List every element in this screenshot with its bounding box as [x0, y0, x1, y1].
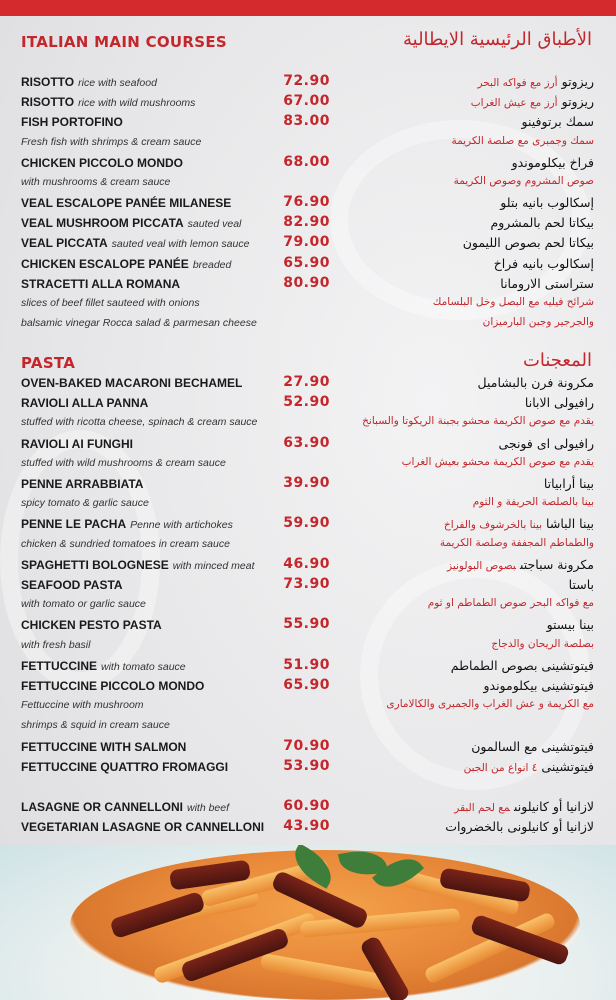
item-price: 59.90: [283, 515, 330, 532]
menu-item: [0, 557, 616, 577]
item-description-arabic: بصلصة الريحان والدجاج: [491, 637, 594, 650]
item-description-arabic: بينا بالصلصة الحريفة و الثوم: [472, 496, 594, 509]
item-name-arabic-wrap: [447, 557, 594, 572]
item-name-arabic: بيكاتا لحم بصوص الليمون: [462, 235, 594, 251]
item-name-arabic-wrap: [547, 617, 594, 632]
item-name-arabic-wrap: [471, 739, 594, 754]
item-subtitle: sauted veal with lemon sauce: [111, 238, 250, 251]
item-description: balsamic vinegar Rocca salad & parmesan cheese: [21, 317, 257, 330]
item-name: LASAGNE OR CANNELLONI: [21, 800, 183, 815]
item-name-arabic-wrap: [483, 678, 594, 693]
item-name: FISH PORTOFINO: [21, 115, 123, 130]
item-name-wrap: [21, 659, 186, 673]
item-price: 53.90: [283, 757, 330, 774]
item-name-arabic: ستراستى الارومانا: [500, 275, 594, 291]
item-subtitle: sauted veal: [187, 218, 242, 231]
item-description-row: [0, 175, 616, 195]
item-name: SPAGHETTI BOLOGNESE: [21, 557, 169, 572]
item-price: 80.90: [283, 274, 330, 291]
item-description: shrimps & squid in cream sauce: [21, 719, 170, 732]
item-description-arabic: يقدم مع صوص الكريمة محشو بجبنة الريكوتا والسبانخ: [362, 415, 594, 428]
item-name-arabic: لازانيا أو كانيلونى بالخضروات: [445, 819, 594, 835]
item-description-row: [0, 537, 616, 557]
item-price: 70.90: [283, 737, 330, 754]
item-name: FETTUCCINE QUATTRO FROMAGGI: [21, 759, 229, 774]
item-price: 83.00: [283, 113, 330, 130]
item-name-wrap: [21, 820, 264, 834]
menu-item: [0, 799, 616, 819]
item-price: 82.90: [283, 214, 330, 231]
item-name-arabic: مكرونة فرن بالبشاميل: [477, 375, 594, 390]
item-name: CHICKEN ESCALOPE PANÉE: [21, 256, 189, 271]
item-price: 65.90: [283, 254, 330, 271]
item-subtitle: with minced meat: [172, 559, 255, 572]
item-name-wrap: [21, 257, 231, 271]
item-name-arabic: فيتوتشينى بصوص الطماطم: [450, 657, 594, 673]
menu-item: [0, 74, 616, 94]
item-name-wrap: [21, 115, 123, 129]
item-description-row: [0, 597, 616, 617]
item-name: VEAL ESCALOPE PANÉE MILANESE: [21, 196, 232, 211]
menu-item: [0, 516, 616, 536]
item-description-row: [0, 638, 616, 658]
item-name: FETTUCCINE PICCOLO MONDO: [21, 679, 205, 693]
item-name-wrap: [21, 558, 255, 572]
item-subtitle-arabic: مع لحم البقر: [454, 802, 510, 815]
menu-item: [0, 658, 616, 678]
item-name: CHICKEN PICCOLO MONDO: [21, 155, 183, 170]
item-name-arabic: رافيولى اى فونجى: [498, 435, 594, 451]
item-subtitle-arabic: بصوص البولونيز: [447, 559, 516, 572]
item-name-arabic: لازانيا أو كانيلونى: [513, 799, 594, 815]
item-subtitle: rice with wild mushrooms: [78, 97, 196, 110]
item-name-arabic-wrap: [471, 94, 594, 109]
item-name: OVEN-BAKED MACARONI BECHAMEL: [21, 376, 243, 390]
item-description: with tomato or garlic sauce: [21, 598, 146, 611]
item-name-wrap: [21, 196, 231, 210]
menu-item: [0, 577, 616, 597]
item-price: 52.90: [283, 394, 330, 411]
item-price: 63.90: [283, 434, 330, 451]
item-name-arabic: مكرونة سباجتى: [519, 556, 594, 572]
item-subtitle-arabic: ٤ انواع من الجبن: [463, 761, 538, 774]
item-name-arabic: سمك برتوفينو: [521, 114, 594, 130]
item-description-arabic: يقدم مع صوص الكريمة محشو بعيش الغراب: [401, 455, 594, 468]
item-name-wrap: [21, 95, 195, 109]
item-name: FETTUCCINE: [21, 658, 97, 673]
item-name-arabic: ريزوتو: [561, 94, 594, 110]
item-name-arabic-wrap: [544, 476, 594, 491]
item-name-arabic-wrap: [444, 516, 594, 531]
item-name-arabic-wrap: [500, 195, 594, 210]
item-name-wrap: [21, 437, 133, 451]
menu-item: [0, 819, 616, 839]
item-subtitle: with beef: [187, 802, 230, 815]
item-name: RISOTTO: [21, 75, 75, 89]
item-subtitle-arabic: أرز مع فواكه البحر: [477, 77, 558, 89]
menu-item: [0, 256, 616, 276]
item-description: Fresh fish with shrimps & cream sauce: [21, 135, 202, 148]
menu-item: [0, 195, 616, 215]
item-description-arabic: صوص المشروم وصوص الكريمة: [453, 174, 594, 187]
menu-item: [0, 375, 616, 395]
item-description-arabic: والطماطم المجففة وصلصة الكريمة: [439, 536, 594, 549]
item-description: with mushrooms & cream sauce: [21, 175, 171, 188]
menu-item: [0, 739, 616, 759]
item-name-wrap: [21, 236, 249, 250]
item-name: VEAL PICCATA: [21, 236, 108, 251]
item-name-arabic: بينا الباشا: [546, 516, 594, 532]
item-name-arabic: بيكاتا لحم بالمشروم: [490, 215, 594, 231]
item-name-arabic-wrap: [494, 256, 594, 271]
item-name-wrap: [21, 679, 204, 693]
item-description-row: [0, 698, 616, 718]
menu-item: [0, 678, 616, 698]
item-name-wrap: [21, 156, 183, 170]
item-name: VEAL MUSHROOM PICCATA: [21, 216, 184, 231]
item-price: 46.90: [283, 555, 330, 572]
item-name-arabic-wrap: [525, 395, 594, 410]
item-name-wrap: [21, 216, 241, 230]
item-subtitle: rice with seafood: [78, 77, 157, 89]
item-price: 39.90: [283, 475, 330, 491]
item-price: 60.90: [283, 798, 330, 815]
item-subtitle-arabic: أرز مع عيش الغراب: [470, 97, 558, 110]
menu-item: [0, 476, 616, 496]
item-name-wrap: [21, 800, 229, 814]
item-name-arabic-wrap: [500, 276, 594, 291]
item-name-wrap: [21, 578, 123, 592]
item-name-arabic: ريزوتو: [561, 74, 594, 89]
item-description-row: [0, 415, 616, 435]
menu-item: [0, 436, 616, 456]
menu-item: [0, 235, 616, 255]
item-description: stuffed with ricotta cheese, spinach & cream sauce: [21, 416, 258, 429]
item-price: 43.90: [283, 818, 330, 835]
menu-item: [0, 114, 616, 134]
item-name: RISOTTO: [21, 95, 75, 110]
item-name: CHICKEN PESTO PASTA: [21, 618, 162, 633]
item-name-arabic-wrap: [463, 235, 594, 250]
item-name-arabic: بينا بيستو: [546, 617, 594, 633]
item-name-arabic-wrap: [498, 436, 594, 451]
item-name-arabic: فيتوتشينى: [541, 758, 594, 774]
item-name-arabic-wrap: [445, 819, 594, 834]
item-name-arabic: فيتوتشينى بيكلوموندو: [483, 678, 594, 693]
menu-item: [0, 94, 616, 114]
item-name: FETTUCCINE WITH SALMON: [21, 739, 187, 754]
item-name-arabic-wrap: [490, 215, 594, 230]
item-name-arabic-wrap: [464, 759, 594, 774]
item-subtitle: breaded: [192, 258, 232, 271]
item-subtitle: Penne with artichokes: [130, 519, 233, 532]
item-name-arabic-wrap: [522, 114, 595, 129]
item-name-arabic-wrap: [451, 658, 594, 673]
item-description-arabic: والجرجير وجبن البارميزان: [482, 316, 594, 329]
section-title-arabic: الأطباق الرئيسية الايطالية: [402, 29, 592, 50]
item-price: 79.00: [283, 234, 330, 251]
menu-item: [0, 617, 616, 637]
item-description: stuffed with wild mushrooms & cream sauce: [21, 456, 226, 469]
item-description-row: [0, 496, 616, 516]
item-description-arabic: مع الكريمة و عش الغراب والجمبرى والكالامارى: [386, 698, 594, 711]
item-name-wrap: [21, 376, 242, 390]
item-name-arabic: فيتوتشينى مع السالمون: [471, 738, 594, 754]
menu-item: [0, 759, 616, 779]
item-price: 73.90: [283, 576, 330, 592]
item-name-wrap: [21, 618, 162, 632]
item-name-arabic-wrap: [478, 375, 594, 390]
item-description: slices of beef fillet sauteed with onions: [21, 296, 200, 309]
menu-item: [0, 276, 616, 296]
item-name-arabic: رافيولى الابانا: [524, 395, 594, 411]
section-title: ITALIAN MAIN COURSES: [21, 33, 228, 51]
item-name: RAVIOLI AI FUNGHI: [21, 436, 133, 451]
item-description-row: [0, 296, 616, 316]
item-description-arabic: مع فواكه البحر صوص الطماطم او ثوم: [427, 597, 594, 610]
item-name-arabic-wrap: [454, 799, 594, 814]
menu-item: [0, 215, 616, 235]
item-name-wrap: [21, 740, 186, 754]
item-name-wrap: [21, 477, 143, 491]
item-name-arabic: باستا: [568, 577, 594, 592]
item-name: STRACETTI ALLA ROMANA: [21, 276, 181, 291]
item-name: SEAFOOD PASTA: [21, 578, 123, 592]
item-name-arabic: بينا أرابياتا: [543, 476, 594, 491]
menu-item: [0, 395, 616, 415]
item-name-wrap: [21, 396, 148, 410]
item-name-wrap: [21, 277, 180, 291]
item-description-row: [0, 718, 616, 738]
section-title: PASTA: [21, 354, 76, 372]
item-description-row: [0, 135, 616, 155]
item-description-row: [0, 456, 616, 476]
item-price: 55.90: [283, 616, 330, 633]
item-name-arabic-wrap: [477, 74, 594, 89]
item-description-row: [0, 316, 616, 336]
item-description: Fettuccine with mushroom: [21, 699, 144, 712]
item-price: 76.90: [283, 194, 330, 211]
top-bar: [0, 0, 616, 16]
item-name-wrap: [21, 517, 233, 531]
item-price: 27.90: [283, 374, 330, 390]
item-description-arabic: شرائح فيليه مع البصل وخل البلسامك: [432, 295, 594, 308]
item-name-arabic-wrap: [512, 155, 594, 170]
item-name-arabic-wrap: [569, 577, 594, 592]
item-subtitle-arabic: بينا بالخرشوف والفراخ: [443, 519, 543, 532]
item-price: 72.90: [283, 73, 330, 89]
item-name: VEGETARIAN LASAGNE OR CANNELLONI: [21, 820, 265, 835]
item-name-arabic: إسكالوب بانيه بتلو: [500, 195, 594, 211]
item-price: 68.00: [283, 153, 330, 170]
section-title-arabic: المعجنات: [522, 350, 592, 371]
pasta-photo: [0, 845, 616, 1000]
item-price: 67.00: [283, 93, 330, 110]
item-name-arabic: فراخ بيكلوموندو: [511, 154, 594, 170]
item-name-wrap: [21, 760, 228, 774]
item-name: RAVIOLI ALLA PANNA: [21, 396, 149, 411]
item-name-wrap: [21, 75, 157, 89]
item-description-arabic: سمك وجمبرى مع صلصة الكريمة: [451, 134, 594, 147]
menu-item: [0, 155, 616, 175]
item-name-arabic: إسكالوب بانيه فراخ: [493, 255, 594, 271]
item-name: PENNE ARRABBIATA: [21, 477, 144, 491]
item-price: 51.90: [283, 656, 330, 673]
item-subtitle: with tomato sauce: [101, 660, 186, 673]
item-description: chicken & sundried tomatoes in cream sauce: [21, 537, 230, 550]
item-price: 65.90: [283, 677, 330, 693]
item-description: spicy tomato & garlic sauce: [21, 497, 149, 510]
item-description: with fresh basil: [21, 638, 91, 651]
item-name: PENNE LE PACHA: [21, 517, 127, 532]
